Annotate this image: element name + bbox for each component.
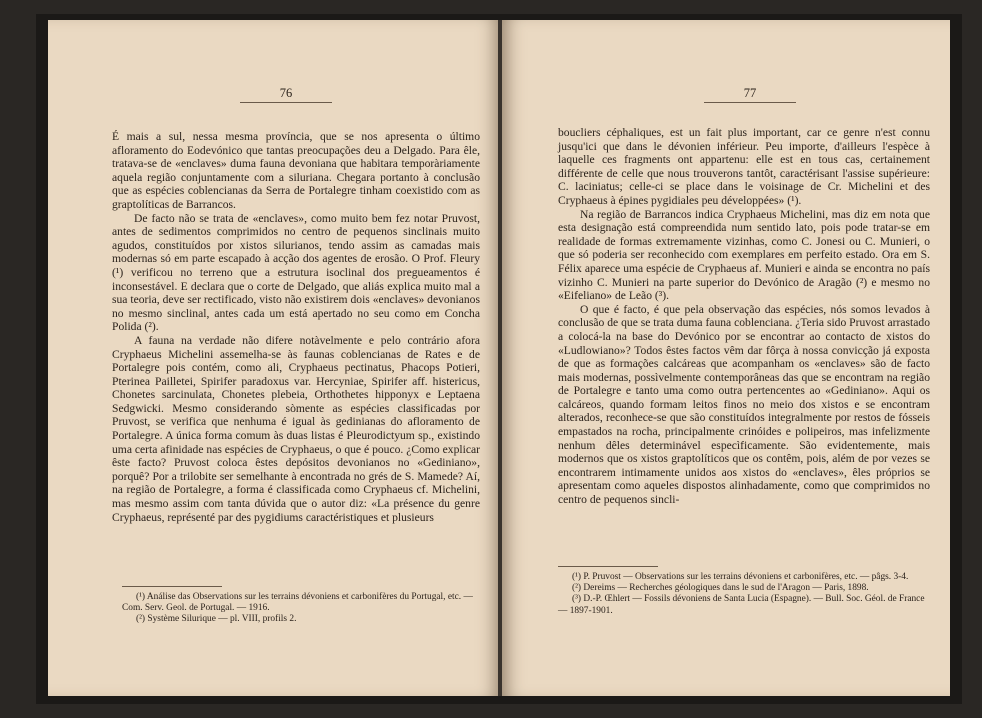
left-paragraph: A fauna na verdade não difere notàvelmente e pelo contrário afora Cryphaeus Michelini assemelha-se às faunas coblencianas de Rates e de Portalegre pois contém, como ali, Cryphaeus pectinatus, Phacops Potieri, Pterinea Pailletei, Spirifer paradoxus var. Hercyniae, Spirifer aff. histericus, Chonetes sarcinulata, Chonetes plebeia, Orthothetes hipponyx e Leptaena Sedgwicki. Mesmo considerando sòmente as espécies classificadas por Pruvost, se verifica que nenhuma é igual às gedinianas do afloramento de Portalegre. A única forma comum às duas listas é Pleurodictyum sp., existindo uma certa afinidade nas espécies de Cryphaeus, o que é pouco. ¿Como explicar êste facto? Pruvost coloca êstes depósitos devonianos no «Gediniano», porquê? Por a trilobite ser semelhante à encontrada no grés de S. Mamede? Aí, na região de Portalegre, a forma é classificada como Cryphaeus cf. Michelini, mas mesmo assim com tanta dúvida que o autor diz: «La présence du genre Cryphaeus, représenté par des pygidiums caractéristiques et plusieurs [112,333,480,524]
right-page [502,20,950,696]
footnote: (²) Système Silurique — pl. VIII, profils 2. [136,614,297,625]
right-paragraph: O que é facto, é que pela observação das espécies, nós somos levados à conclusão de que se trata duma fauna coblenciana. ¿Teria sido Pruvost arrastado a colocá-la na base do Devónico por se encontrar ao contacto de xistos do «Ludlowiano»? Todos êstes factos vêm dar fôrça à nossa convicção já exposta de que as formações calcáreas que acompanham os «enclaves» são de facto mais modernas, possìvelmente contemporâneas das que se encontram na região de Portalegre e tanto uma como outra pertencentes ao «Gediniano». Aqui os calcáreos, quando formam leitos finos no meio dos xistos e se encontram alterados, reconhece-se que são constituídos integralmente por restos de fósseis empastados na rocha, principalmente crinóides e polipeiros, mas infelizmente nenhum dêles determinável especìficamente. São evidentemente, mais modernos que os xistos graptolíticos que os contêm, pois, além de por vezes se encontrarem intimamente unidos aos xistos do «enclaves», êles próprios se apresentam como aqueles dispostos alinhadamente, como que comprimidos no centro de pequenos sincli- [558,302,930,507]
right-paragraph: Na região de Barrancos indica Cryphaeus Michelini, mas diz em nota que esta designação está compreendida num sentido lato, pois pode tratar-se em realidade de formas extremamente vizinhas, como C. Jonesi ou C. Munieri, o que só poderia ser reconhecido com exemplares em perfeito estado. Ora em S. Félix aparece uma espécie de Cryphaeus af. Munieri e ainda se encontra no país vizinho C. Munieri na parte superior do Devónico de Aragão (²) e mesmo no «Eifeliano» de Leão (³). [558,207,930,303]
left-footnotes [122,592,478,626]
footnote: (¹) P. Pruvost — Observations sur les terrains dévoniens et carbonifères, etc. — pâgs. 3-4. [572,572,909,582]
footnote: (³) D.-P. Œhlert — Fossils dévoniens de Santa Lucia (Espagne). — Bull. Soc. Géol. de France — 1897-1901. [558,594,925,616]
right-footnotes [558,572,930,617]
left-page [48,20,500,696]
left-paragraph: É mais a sul, nessa mesma província, que se nos apresenta o último afloramento do Eodevónico que tantas preocupações deu a Delgado. Para êle, tratava-se de «enclaves» duma fauna devoniana que habitara temporàriamente aquela região conjuntamente com a siluriana. Chegara portanto à conclusão que as espécies coblencianas da Serra de Portalegre tinham coexistido com as graptolíticas de Barrancos. [112,130,480,211]
footnote: (²) Dereims — Recherches géologiques dans le sud de l'Aragon — Paris, 1898. [572,583,869,594]
footnote-separator [122,586,222,587]
left-paragraph: De facto não se trata de «enclaves», como muito bem fez notar Pruvost, antes de sedimentos comprimidos no centro de pequenos sinclinais muito agudos, constituídos por xistos silurianos, tendo assim as camadas mais modernas só em parte escapado à acção dos agentes de erosão. O Prof. Fleury (¹) verificou no terreno que a estrutura isoclinal dos pregueamentos é inconsestável. E declara que o corte de Delgado, que aliás explica muito mal a sua teoria, deve ser rectificado, visto não existirem dois «enclaves» devonianos no mesmo sinclinal, antes cada um está apertado no seu como em Concha Polida (²). [112,211,480,334]
book-spread [36,14,962,704]
footnote-separator [558,566,658,567]
footnote: (¹) Análise das Observations sur les terrains dévoniens et carbonifères du Portugal, etc. — Com. Serv. Geol. de Portugal. — 1916. [122,592,473,614]
page-number-left: 76 [274,86,298,101]
right-paragraph: boucliers céphaliques, est un fait plus important, car ce genre n'est connu jusqu'ici que dans le dévonien inférieur. Peu importe, d'ailleurs l'espèce à laquelle ces fragments ont appartenu: elle est en tous cas, certainement différente de celle que nous trouverons tantôt, caractérisant l'assise supérieure: C. laciniatus; celle-ci se place dans le voisinage de Cr. Michelini et des Cryphaeus à épines pygidiales peu développées» (¹). [558,126,930,207]
page-number-right: 77 [738,86,762,101]
left-page-body [112,130,480,524]
right-page-body [558,126,930,507]
